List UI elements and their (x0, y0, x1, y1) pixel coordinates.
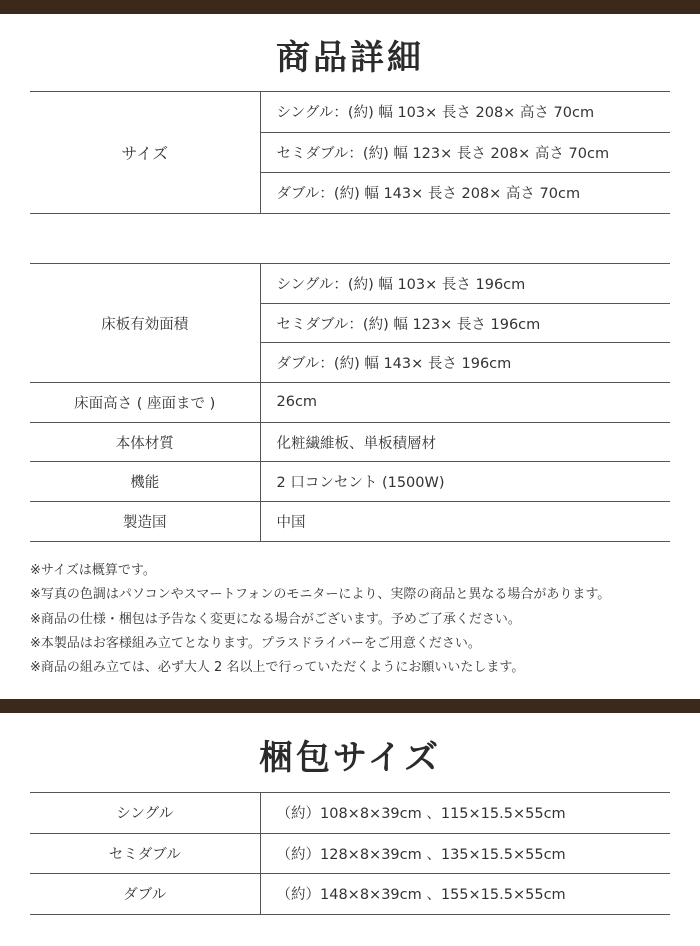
material-value: 化粧繊維板、単板積層材 (260, 422, 670, 462)
material-label: 本体材質 (30, 422, 260, 462)
package-double-value: （約）148×8×39cm 、155×15.5×55cm (260, 874, 670, 915)
size-label: サイズ (30, 92, 260, 214)
product-details-title: 商品詳細 (276, 38, 424, 78)
size-table (30, 91, 670, 214)
table-row (30, 874, 670, 915)
size-single: シングル：(約) 幅 103× 長さ 208× 高さ 70cm (260, 92, 670, 133)
package-semi-double-label: セミダブル (30, 833, 260, 874)
floor-height-label: 床面高さ ( 座面まで ) (30, 383, 260, 423)
note-item: ※商品の組み立ては、必ず大人 2 名以上で行っていただくようにお願いいたします。 (30, 660, 525, 676)
package-single-label: シングル (30, 793, 260, 834)
note-item: ※サイズは概算です。 (30, 563, 156, 578)
package-size-title: 梱包サイズ (258, 738, 442, 778)
floor-single: シングル：(約) 幅 103× 長さ 196cm (260, 264, 670, 304)
note-item: ※本製品はお客様組み立てとなります。プラスドライバーをご用意ください。 (30, 635, 481, 651)
package-single-value: （約）108×8×39cm 、115×15.5×55cm (260, 793, 670, 834)
origin-value: 中国 (260, 502, 670, 542)
note-item: ※写真の色調はパソコンやスマートフォンのモニターにより、実際の商品と異なる場合があります。 (30, 587, 611, 603)
floor-semi-double: セミダブル：(約) 幅 123× 長さ 196cm (260, 303, 670, 343)
function-value: 2 口コンセント (1500W) (260, 462, 670, 502)
table-row (30, 793, 670, 834)
floor-height-value: 26cm (260, 383, 670, 423)
floor-double: ダブル：(約) 幅 143× 長さ 196cm (260, 343, 670, 383)
spec-table (30, 263, 670, 542)
top-header-bar (0, 0, 700, 14)
section-divider-bar (0, 699, 700, 713)
size-semi-double: セミダブル：(約) 幅 123× 長さ 208× 高さ 70cm (260, 132, 670, 173)
table-row (30, 264, 670, 304)
table-row (30, 833, 670, 874)
package-double-label: ダブル (30, 874, 260, 915)
origin-label: 製造国 (30, 502, 260, 542)
table-row (30, 422, 670, 462)
notes (30, 559, 680, 680)
note-item: ※商品の仕様・梱包は予告なく変更になる場合がございます。予めご了承ください。 (30, 611, 521, 627)
floor-area-label: 床板有効面積 (30, 264, 260, 383)
table-row (30, 502, 670, 542)
package-size-table (30, 792, 670, 915)
function-label: 機能 (30, 462, 260, 502)
table-row (30, 383, 670, 423)
size-double: ダブル：(約) 幅 143× 長さ 208× 高さ 70cm (260, 173, 670, 214)
package-semi-double-value: （約）128×8×39cm 、135×15.5×55cm (260, 833, 670, 874)
table-row (30, 92, 670, 133)
table-row (30, 462, 670, 502)
